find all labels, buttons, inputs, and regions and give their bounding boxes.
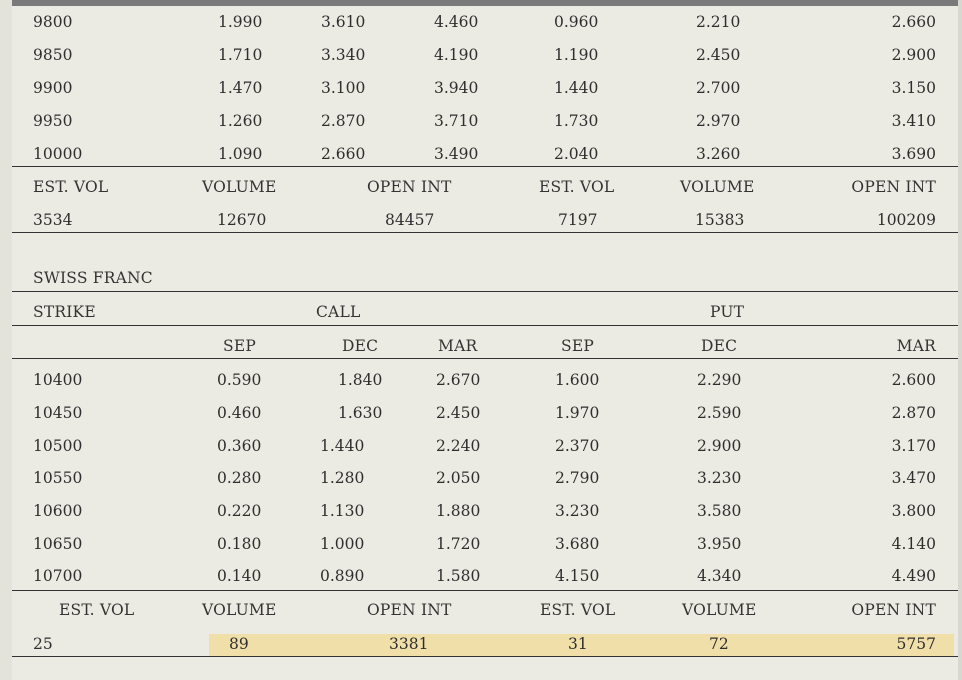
open-int-header: OPEN INT bbox=[851, 178, 936, 196]
volume-value: 15383 bbox=[695, 211, 745, 229]
put-sep-cell: 1.190 bbox=[554, 46, 599, 64]
table-row bbox=[12, 430, 958, 463]
open-int-header: OPEN INT bbox=[367, 178, 452, 196]
est-vol-header: EST. VOL bbox=[539, 178, 615, 196]
call-sep-cell: 0.460 bbox=[217, 404, 262, 422]
call-dec-header: DEC bbox=[342, 337, 379, 355]
put-dec-cell: 3.950 bbox=[697, 535, 742, 553]
strike-cell: 10500 bbox=[33, 437, 83, 455]
call-header: CALL bbox=[316, 303, 361, 321]
put-sep-cell: 3.680 bbox=[555, 535, 600, 553]
divider bbox=[12, 325, 958, 326]
put-mar-cell: 3.410 bbox=[891, 112, 936, 130]
table-row bbox=[12, 105, 958, 138]
open-int-value: 100209 bbox=[876, 211, 936, 229]
put-dec-cell: 3.260 bbox=[696, 145, 741, 163]
strike-cell: 9900 bbox=[33, 79, 73, 97]
call-mar-cell: 1.880 bbox=[436, 502, 481, 520]
put-sep-cell: 2.370 bbox=[555, 437, 600, 455]
call-mar-cell: 2.050 bbox=[436, 469, 481, 487]
put-dec-cell: 2.590 bbox=[697, 404, 742, 422]
put-dec-cell: 2.290 bbox=[697, 371, 742, 389]
call-dec-cell: 1.630 bbox=[338, 404, 383, 422]
call-mar-cell: 4.190 bbox=[434, 46, 479, 64]
call-sep-cell: 0.140 bbox=[217, 567, 262, 585]
put-mar-cell: 4.490 bbox=[891, 567, 936, 585]
put-header: PUT bbox=[710, 303, 745, 321]
put-mar-cell: 2.600 bbox=[891, 371, 936, 389]
open-int-header: OPEN INT bbox=[367, 601, 452, 619]
put-sep-cell: 1.970 bbox=[555, 404, 600, 422]
call-mar-cell: 3.940 bbox=[434, 79, 479, 97]
put-dec-cell: 2.700 bbox=[696, 79, 741, 97]
est-vol-value: 3534 bbox=[33, 211, 73, 229]
divider bbox=[12, 590, 958, 591]
call-dec-cell: 2.660 bbox=[321, 145, 366, 163]
put-sep-cell: 2.040 bbox=[554, 145, 599, 163]
call-sep-cell: 0.360 bbox=[217, 437, 262, 455]
put-mar-cell: 4.140 bbox=[891, 535, 936, 553]
put-sep-cell: 2.790 bbox=[555, 469, 600, 487]
put-sep-cell: 0.960 bbox=[554, 13, 599, 31]
call-mar-cell: 3.490 bbox=[434, 145, 479, 163]
put-sep-header: SEP bbox=[561, 337, 594, 355]
est-vol-value: 25 bbox=[33, 635, 53, 653]
summary-header-row bbox=[12, 171, 958, 204]
call-mar-cell: 2.670 bbox=[436, 371, 481, 389]
table-row bbox=[12, 397, 958, 430]
table-row bbox=[12, 528, 958, 561]
est-vol-header: EST. VOL bbox=[59, 601, 135, 619]
table-row bbox=[12, 462, 958, 495]
put-sep-cell: 1.440 bbox=[554, 79, 599, 97]
table-row bbox=[12, 6, 958, 39]
put-mar-cell: 3.150 bbox=[891, 79, 936, 97]
strike-cell: 9950 bbox=[33, 112, 73, 130]
strike-cell: 9850 bbox=[33, 46, 73, 64]
divider bbox=[12, 166, 958, 167]
divider bbox=[12, 291, 958, 292]
strike-cell: 10400 bbox=[33, 371, 83, 389]
est-vol-header: EST. VOL bbox=[33, 178, 109, 196]
strike-cell: 10550 bbox=[33, 469, 83, 487]
call-mar-cell: 3.710 bbox=[434, 112, 479, 130]
volume-value: 72 bbox=[709, 635, 729, 653]
est-vol-value: 31 bbox=[568, 635, 588, 653]
call-mar-cell: 2.240 bbox=[436, 437, 481, 455]
put-sep-cell: 4.150 bbox=[555, 567, 600, 585]
call-sep-cell: 1.090 bbox=[218, 145, 263, 163]
call-sep-cell: 1.990 bbox=[218, 13, 263, 31]
volume-header: VOLUME bbox=[680, 178, 755, 196]
strike-cell: 10650 bbox=[33, 535, 83, 553]
call-mar-header: MAR bbox=[438, 337, 478, 355]
call-sep-cell: 0.180 bbox=[217, 535, 262, 553]
strike-cell: 10450 bbox=[33, 404, 83, 422]
put-mar-cell: 2.870 bbox=[891, 404, 936, 422]
put-mar-cell: 3.470 bbox=[891, 469, 936, 487]
put-mar-cell: 3.170 bbox=[891, 437, 936, 455]
divider bbox=[12, 358, 958, 359]
volume-value: 89 bbox=[229, 635, 249, 653]
table-row bbox=[12, 39, 958, 72]
divider bbox=[12, 232, 958, 233]
strike-cell: 9800 bbox=[33, 13, 73, 31]
call-dec-cell: 1.840 bbox=[338, 371, 383, 389]
table-row bbox=[12, 72, 958, 105]
right-margin bbox=[958, 0, 962, 680]
put-mar-cell: 2.660 bbox=[891, 13, 936, 31]
table-row bbox=[12, 560, 958, 593]
call-dec-cell: 1.000 bbox=[320, 535, 365, 553]
open-int-value: 5757 bbox=[896, 635, 936, 653]
put-dec-cell: 2.900 bbox=[697, 437, 742, 455]
strike-cell: 10700 bbox=[33, 567, 83, 585]
put-mar-cell: 3.800 bbox=[891, 502, 936, 520]
call-dec-cell: 1.280 bbox=[320, 469, 365, 487]
put-dec-cell: 2.210 bbox=[696, 13, 741, 31]
volume-header: VOLUME bbox=[202, 601, 277, 619]
call-dec-cell: 3.610 bbox=[321, 13, 366, 31]
put-mar-header: MAR bbox=[896, 337, 936, 355]
volume-header: VOLUME bbox=[682, 601, 757, 619]
strike-header: STRIKE bbox=[33, 303, 96, 321]
volume-header: VOLUME bbox=[202, 178, 277, 196]
put-mar-cell: 3.690 bbox=[891, 145, 936, 163]
open-int-header: OPEN INT bbox=[851, 601, 936, 619]
call-dec-cell: 3.100 bbox=[321, 79, 366, 97]
call-dec-cell: 2.870 bbox=[321, 112, 366, 130]
est-vol-value: 7197 bbox=[558, 211, 598, 229]
open-int-value: 84457 bbox=[385, 211, 435, 229]
call-sep-cell: 0.220 bbox=[217, 502, 262, 520]
put-sep-cell: 1.730 bbox=[554, 112, 599, 130]
call-mar-cell: 2.450 bbox=[436, 404, 481, 422]
put-mar-cell: 2.900 bbox=[891, 46, 936, 64]
left-margin bbox=[0, 0, 12, 680]
put-dec-cell: 3.230 bbox=[697, 469, 742, 487]
strike-cell: 10600 bbox=[33, 502, 83, 520]
put-dec-cell: 2.450 bbox=[696, 46, 741, 64]
strike-cell: 10000 bbox=[33, 145, 83, 163]
call-dec-cell: 1.130 bbox=[320, 502, 365, 520]
put-dec-cell: 2.970 bbox=[696, 112, 741, 130]
call-sep-cell: 1.470 bbox=[218, 79, 263, 97]
call-sep-cell: 0.280 bbox=[217, 469, 262, 487]
call-sep-cell: 1.260 bbox=[218, 112, 263, 130]
call-dec-cell: 0.890 bbox=[320, 567, 365, 585]
est-vol-header: EST. VOL bbox=[540, 601, 616, 619]
put-sep-cell: 3.230 bbox=[555, 502, 600, 520]
table-row bbox=[12, 495, 958, 528]
put-dec-cell: 4.340 bbox=[697, 567, 742, 585]
section-title: SWISS FRANC bbox=[33, 269, 153, 287]
call-mar-cell: 1.720 bbox=[436, 535, 481, 553]
summary-header-row bbox=[12, 594, 958, 627]
call-dec-cell: 1.440 bbox=[320, 437, 365, 455]
put-sep-cell: 1.600 bbox=[555, 371, 600, 389]
volume-value: 12670 bbox=[217, 211, 267, 229]
divider bbox=[12, 656, 958, 657]
put-dec-cell: 3.580 bbox=[697, 502, 742, 520]
call-sep-header: SEP bbox=[223, 337, 256, 355]
call-sep-cell: 1.710 bbox=[218, 46, 263, 64]
put-dec-header: DEC bbox=[701, 337, 738, 355]
call-sep-cell: 0.590 bbox=[217, 371, 262, 389]
call-mar-cell: 1.580 bbox=[436, 567, 481, 585]
table-row bbox=[12, 364, 958, 397]
call-mar-cell: 4.460 bbox=[434, 13, 479, 31]
call-dec-cell: 3.340 bbox=[321, 46, 366, 64]
open-int-value: 3381 bbox=[389, 635, 429, 653]
